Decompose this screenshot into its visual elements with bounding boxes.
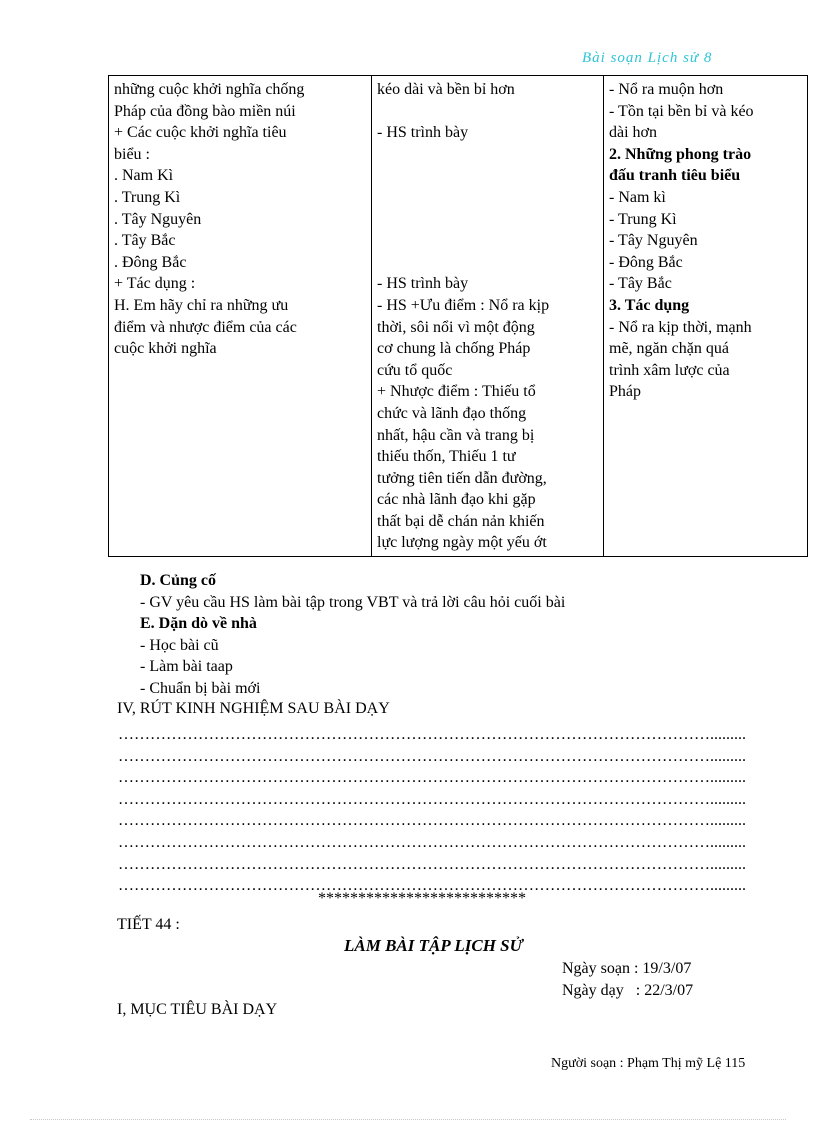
dotted-line: …………………………………………………………………………………………………......... — [118, 855, 746, 873]
cell-line: thời, sôi nổi vì một động — [377, 318, 535, 336]
cell-line — [377, 252, 599, 274]
cell-line: . Đông Bắc — [114, 253, 187, 271]
cell-line: các nhà lãnh đạo khi gặp — [377, 491, 536, 509]
cell-line: - HS +Ưu điểm : Nổ ra kịp — [377, 296, 550, 314]
prep-date: Ngày soạn : 19/3/07 — [562, 960, 692, 977]
cell-line: - Trung Kì — [609, 210, 677, 228]
cell-line — [377, 165, 599, 187]
lesson-dates — [562, 958, 693, 1002]
dotted-line: …………………………………………………………………………………………………......... — [118, 747, 746, 765]
cell-line — [377, 187, 599, 209]
cell-line: Pháp — [609, 383, 641, 401]
dotted-line: …………………………………………………………………………………………………......... — [118, 833, 746, 851]
period-label: TIẾT 44 : — [117, 916, 180, 933]
cell-line: . Trung Kì — [114, 188, 181, 206]
goal-heading: I, MỤC TIÊU BÀI DẠY — [117, 1001, 278, 1018]
cell-line: - Nam kì — [609, 188, 666, 206]
cell-line: H. Em hãy chỉ ra những ưu — [114, 296, 289, 314]
cell-line: nhất, hậu cần và trang bị — [377, 426, 535, 444]
dotted-lines — [118, 724, 778, 897]
cell-line: 2. Những phong trào — [609, 145, 752, 163]
cell-line: . Nam Kì — [114, 167, 174, 185]
cell-line — [377, 144, 599, 166]
cell-line: thất bại dễ chán nản khiến — [377, 512, 545, 530]
cell-line: . Tây Nguyên — [114, 210, 202, 228]
cell-line: cơ chung là chống Pháp — [377, 340, 531, 358]
dotted-line: …………………………………………………………………………………………………......... — [118, 877, 746, 895]
homework-item: - Học bài cũ — [140, 636, 219, 654]
cell-line: - Nổ ra muộn hơn — [609, 81, 724, 98]
cell-line: biểu : — [114, 145, 150, 163]
running-header: Bài soạn Lịch sử 8 — [582, 50, 713, 66]
review-block — [140, 570, 565, 700]
cell-line: - HS trình bày — [377, 124, 469, 142]
cell-line: điểm và nhược điểm của các — [114, 318, 297, 336]
cell-line: cuộc khởi nghĩa — [114, 340, 217, 358]
cell-line — [377, 101, 599, 123]
cell-line: + Nhược điểm : Thiếu tổ — [377, 383, 536, 401]
cell-line: trình xâm lược của — [609, 361, 730, 379]
cell-line: những cuộc khởi nghĩa chống — [114, 81, 305, 98]
lesson-table — [108, 75, 808, 557]
cell-line: - Nổ ra kịp thời, mạnh — [609, 318, 752, 336]
cell-line: 3. Tác dụng — [609, 296, 690, 314]
dotted-line: …………………………………………………………………………………………………......... — [118, 726, 746, 743]
cell-line: chức và lãnh đạo thống — [377, 404, 527, 422]
activity-column — [372, 76, 604, 557]
cell-line: mẽ, ngăn chặn quá — [609, 340, 729, 358]
bottom-divider — [30, 1119, 786, 1120]
teach-date: Ngày dạy : 22/3/07 — [562, 982, 694, 999]
lesson-title: LÀM BÀI TẬP LỊCH SỬ — [344, 936, 523, 955]
cell-line: đấu tranh tiêu biểu — [609, 167, 741, 185]
page-footer: Người soạn : Phạm Thị mỹ Lệ 115 — [551, 1056, 746, 1071]
cell-line: + Các cuộc khởi nghĩa tiêu — [114, 124, 287, 142]
cell-line: - Tây Nguyên — [609, 232, 698, 250]
consolidation-item: - GV yêu cầu HS làm bài tập trong VBT và trả lời câu hỏi cuối bài — [140, 593, 566, 611]
cell-line: - Tồn tại bền bỉ và kéo — [609, 102, 754, 120]
homework-item: - Làm bài taap — [140, 658, 233, 676]
cell-line: - Đông Bắc — [609, 253, 683, 271]
cell-line — [377, 209, 599, 231]
consolidation-heading: D. Củng cố — [140, 572, 217, 589]
cell-line: Pháp của đồng bào miền núi — [114, 102, 296, 120]
cell-line — [377, 230, 599, 252]
cell-line: tưởng tiên tiến dẫn đường, — [377, 469, 547, 487]
cell-line: dài hơn — [609, 124, 658, 142]
table-row — [109, 76, 808, 557]
dotted-line: …………………………………………………………………………………………………......... — [118, 790, 746, 808]
cell-line: cứu tổ quốc — [377, 361, 453, 379]
cell-line: . Tây Bắc — [114, 232, 176, 250]
homework-heading: E. Dặn dò về nhà — [140, 615, 257, 633]
cell-line: + Tác dụng : — [114, 275, 196, 293]
cell-line: lực lượng ngày một yếu ớt — [377, 534, 547, 552]
cell-line: - Tây Bắc — [609, 275, 672, 293]
dotted-line: …………………………………………………………………………………………………......... — [118, 812, 746, 830]
cell-line: thiếu thốn, Thiếu 1 tư — [377, 448, 516, 466]
content-column — [109, 76, 372, 557]
dotted-line: …………………………………………………………………………………………………......... — [118, 769, 746, 787]
separator-stars: ************************** — [318, 890, 526, 907]
experience-title: IV, RÚT KINH NGHIỆM SAU BÀI DẠY — [117, 700, 390, 717]
homework-item: - Chuẩn bị bài mới — [140, 679, 261, 697]
summary-column — [604, 76, 808, 557]
cell-line: - HS trình bày — [377, 275, 469, 293]
cell-line: kéo dài và bền bỉ hơn — [377, 81, 515, 98]
